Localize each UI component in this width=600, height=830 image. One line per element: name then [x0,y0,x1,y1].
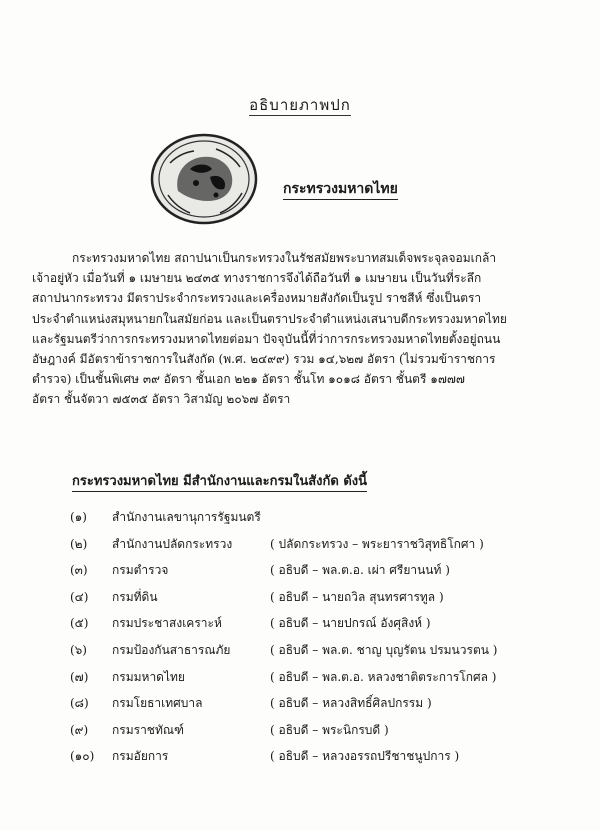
list-item [70,588,560,615]
list-item [70,721,560,748]
section-heading [72,470,367,491]
page-title [0,93,600,117]
list-item [70,614,560,641]
paragraph-line: อัษฎางค์ มีอัตราข้าราชการในสังกัด (พ.ศ. ๒๔๙๙) รวม ๑๔,๖๒๗ อัตรา (ไม่รวมข้าราชการ [32,352,496,367]
department-name: กรมราชทัณฑ์ [112,722,184,737]
item-number: (๕) [70,616,89,631]
department-head: ( อธิบดี – หลวงสิทธิ์ศิลปกรรม ) [270,696,432,711]
department-name: กรมที่ดิน [112,589,158,604]
list-item [70,641,560,668]
list-item [70,694,560,721]
department-head: ( อธิบดี – หลวงอรรถปรีชาชนูปการ ) [270,749,460,764]
department-name: กรมประชาสงเคราะห์ [112,616,222,631]
paragraph-line: ประจำตำแหน่งสมุหนายกในสมัยก่อน และเป็นตราประจำตำแหน่งเสนาบดีกระทรวงมหาดไทย [32,311,507,326]
page-title-text: อธิบายภาพปก [249,96,351,114]
department-name: สำนักงานเลขานุการรัฐมนตรี [112,510,261,524]
department-name: กรมโยธาเทศบาล [112,696,203,711]
department-head: ( อธิบดี – พระนิกรบดี ) [270,722,389,737]
list-item [70,747,560,774]
ministry-name-text: กระทรวงมหาดไทย [283,181,398,200]
list-item [70,535,560,562]
item-number: (๓) [70,563,88,578]
department-head: ( อธิบดี – พล.ต.อ. หลวงชาติตระการโกศล ) [270,669,497,684]
department-head: ( ปลัดกระทรวง – พระยาราชวิสุทธิโกศา ) [270,536,484,551]
item-number: (๗) [70,669,89,684]
paragraph-line: สถาปนากระทรวง มีตราประจำกระทรวงและเครื่องหมายสังกัดเป็นรูป ราชสีห์ ซึ่งเป็นตรา [32,291,482,306]
item-number: (๔) [70,589,89,604]
department-name: กรมป้องกันสาธารณภัย [112,642,231,657]
ministry-name [283,178,398,200]
item-number: (๖) [70,642,87,657]
department-name: สำนักงานปลัดกระทรวง [112,536,233,551]
item-number: (๑) [70,510,87,524]
department-name: กรมอัยการ [112,749,169,764]
item-number: (๘) [70,696,89,711]
item-number: (๙) [70,722,89,737]
item-number: (๑๐) [70,749,95,764]
list-item [70,668,560,695]
department-list [70,508,560,774]
department-head: ( อธิบดี – พล.ต.อ. เผ่า ศรียานนท์ ) [270,563,450,578]
item-number: (๒) [70,536,88,551]
paragraph-line: ตำรวจ) เป็นชั้นพิเศษ ๓๙ อัตรา ชั้นเอก ๒๒๑ อัตรา ชั้นโท ๑๐๑๘ อัตรา ชั้นตรี ๑๗๗๗ [32,372,465,387]
list-item [70,508,560,535]
section-heading-text: กระทรวงมหาดไทย มีสำนักงานและกรมในสังกัด ดังนี้ [72,474,367,492]
list-item [70,561,560,588]
department-name: กรมมหาดไทย [112,669,185,684]
department-head: ( อธิบดี – นายปกรณ์ อังศุสิงห์ ) [270,616,431,631]
paragraph-line: เจ้าอยู่หัว เมื่อวันที่ ๑ เมษายน ๒๔๓๕ ทางราชการจึงได้ถือวันที่ ๑ เมษายน เป็นวันที่ระลึก [32,271,482,286]
description-paragraph [32,248,557,410]
paragraph-line: อัตรา ชั้นจัตวา ๗๕๓๕ อัตรา วิสามัญ ๒๐๖๗ อัตรา [32,392,291,407]
rajasri-lion-seal-icon [150,133,258,225]
department-head: ( อธิบดี – นายถวิล สุนทรศารทูล ) [270,589,444,604]
paragraph-line: และรัฐมนตรีว่าการกระทรวงมหาดไทยต่อมา ปัจจุบันนี้ที่ว่าการกระทรวงมหาดไทยตั้งอยู่ถนน [32,331,501,346]
department-name: กรมตำรวจ [112,563,169,578]
department-head: ( อธิบดี – พล.ต. ชาญ บุญรัตน ปรมนวรตน ) [270,642,498,657]
paragraph-line: กระทรวงมหาดไทย สถาปนาเป็นกระทรวงในรัชสมัยพระบาทสมเด็จพระจุลจอมเกล้า [72,251,497,265]
